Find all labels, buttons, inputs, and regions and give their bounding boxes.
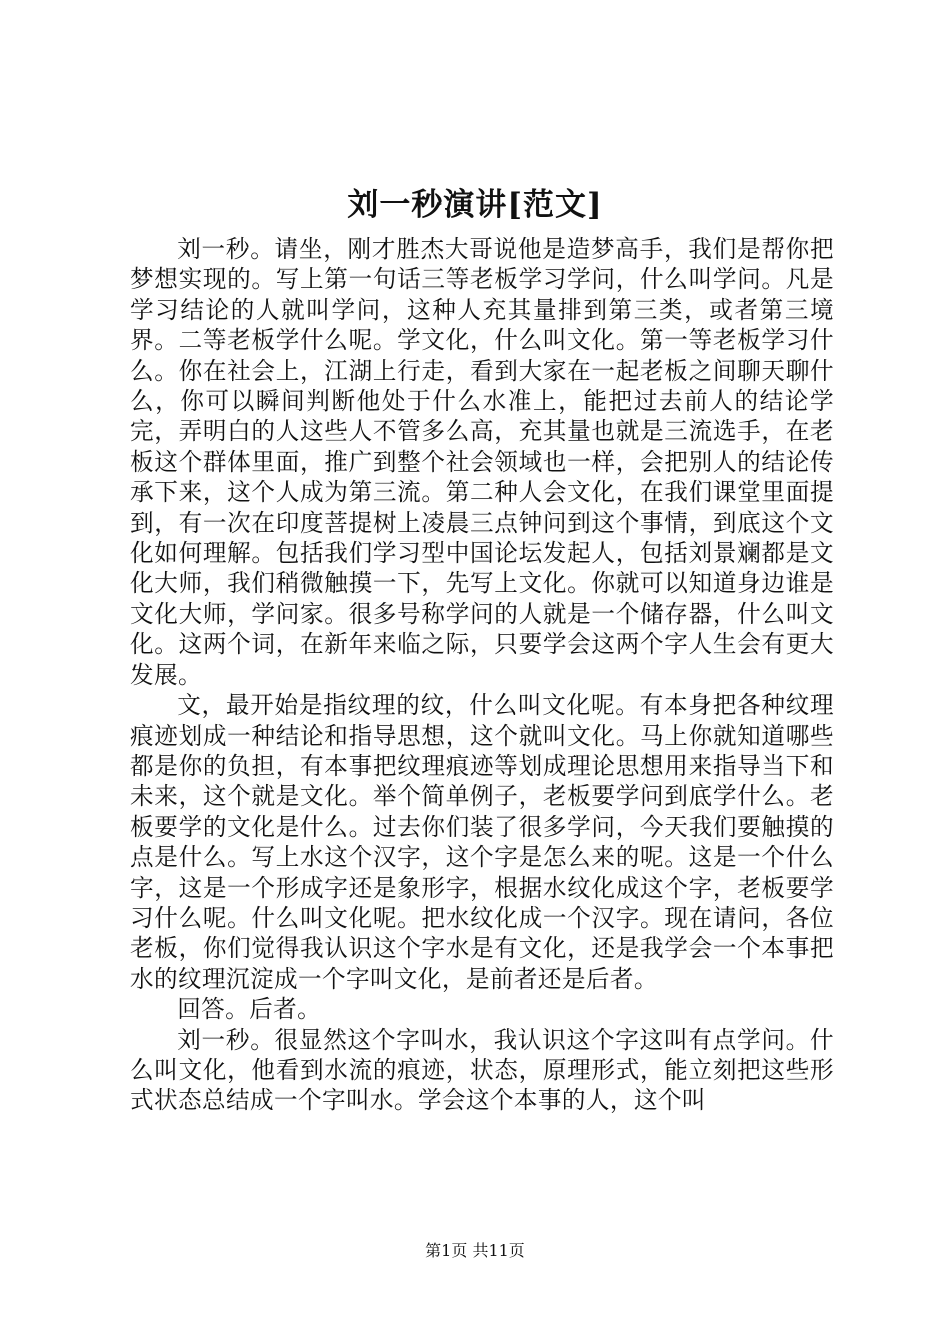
paragraph-3: 回答。后者。 [177, 995, 322, 1024]
paragraph-2: 文，最开始是指纹理的纹，什么叫文化呢。有本身把各种纹理痕迹划成一种结论和指导思想，这个就叫文化。马上你就知道哪些都是你的负担，有本事把纹理痕迹等划成理论思想用来指导当下和未来，这个就是文化。举个简单例子，老板要学问到底学什么。老板要学的文化是什么。过去你们装了很多学问，今天我们要触摸的点是什么。写上水这个汉字，这个字是怎么来的呢。这是一个什么字，这是一个形成字还是象形字，根据水纹化成这个字，老板要学习什么呢。什么叫文化呢。把水纹化成一个汉字。现在请问，各位老板，你们觉得我认识这个字水是有文化，还是我学会一个本事把水的纹理沉淀成一个字叫文化，是前者还是后者。 [130, 691, 834, 993]
document-title: 刘一秒演讲[范文] [347, 187, 603, 223]
document-body [130, 234, 834, 1116]
paragraph-1: 刘一秒。请坐，刚才胜杰大哥说他是造梦高手，我们是帮你把梦想实现的。写上第一句话三等老板学习学问，什么叫学问。凡是学习结论的人就叫学问，这种人充其量排到第三类，或者第三境界。二等老板学什么呢。学文化，什么叫文化。第一等老板学习什么。你在社会上，江湖上行走，看到大家在一起老板之间聊天聊什么，你可以瞬间判断他处于什么水准上，能把过去前人的结论学完，弄明白的人这些人不管多么高，充其量也就是三流选手，在老板这个群体里面，推广到整个社会领域也一样，会把别人的结论传承下来，这个人成为第三流。第二种人会文化，在我们课堂里面提到，有一次在印度菩提树上凌晨三点钟问到这个事情，到底这个文化如何理解。包括我们学习型中国论坛发起人，包括刘景斓都是文化大师，我们稍微触摸一下，先写上文化。你就可以知道身边谁是文化大师，学问家。很多号称学问的人就是一个储存器，什么叫文化。这两个词，在新年来临之际，只要学会这两个字人生会有更大发展。 [130, 235, 834, 689]
paragraph-4: 刘一秒。很显然这个字叫水，我认识这个字这叫有点学问。什么叫文化，他看到水流的痕迹，状态，原理形式，能立刻把这些形式状态总结成一个字叫水。学会这个本事的人，这个叫 [130, 1025, 834, 1115]
page-number-footer: 第1页 共11页 [425, 1241, 525, 1260]
